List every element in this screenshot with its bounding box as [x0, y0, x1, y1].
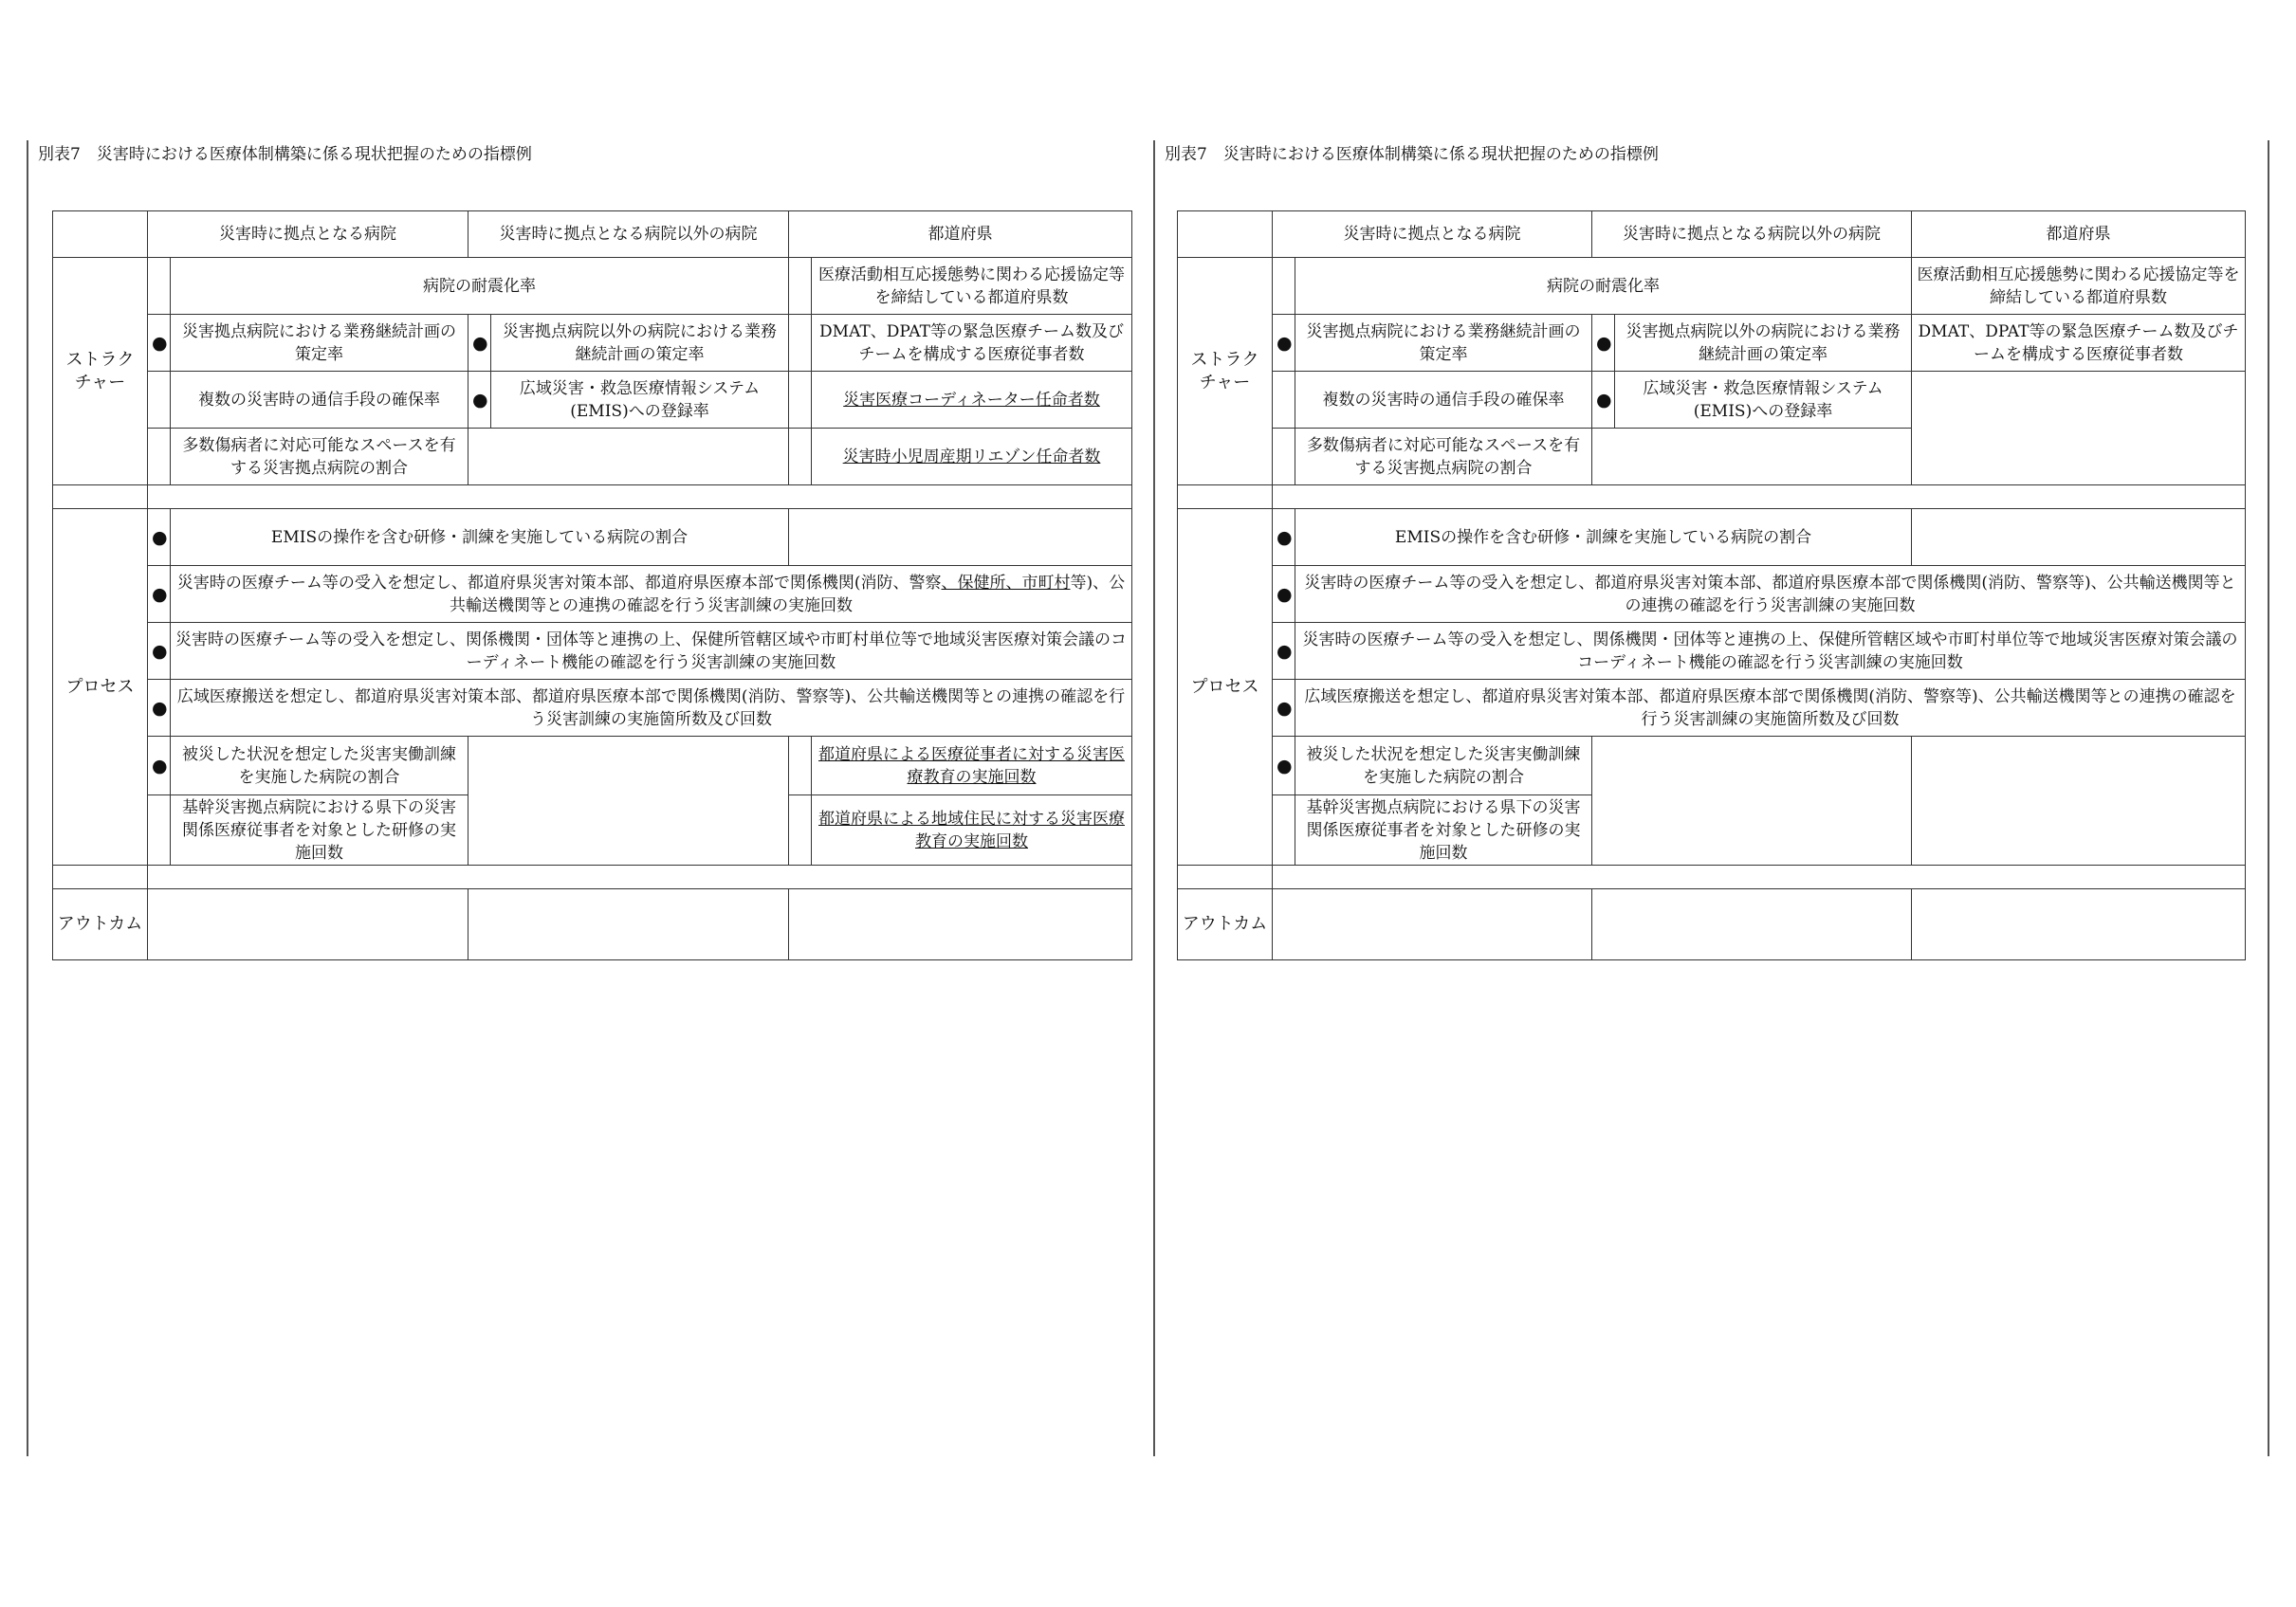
- bullet-cell: [789, 795, 812, 866]
- bullet-cell: [789, 372, 812, 429]
- bullet-cell: [148, 429, 171, 485]
- table-row: [1178, 623, 2246, 680]
- category-outcome: アウトカム: [53, 889, 148, 960]
- indicator-dmat: DMAT、DPAT等の緊急医療チーム数及びチームを構成する医療従事者数: [812, 315, 1132, 372]
- spacer-row: [1178, 866, 2246, 889]
- empty-cell: [1178, 485, 1273, 509]
- header-other-hospital: 災害時に拠点となる病院以外の病院: [1592, 211, 1912, 258]
- indicator-drill-b: 災害時の医療チーム等の受入を想定し、関係機関・団体等と連携の上、保健所管轄区域や市町村単位等で地域災害医療対策会議のコーディネート機能の確認を行う災害訓練の実施回数: [171, 623, 1132, 680]
- bullet-icon: ●: [1273, 623, 1295, 680]
- spacer-row: [1178, 485, 2246, 509]
- empty-cell: [1912, 509, 2246, 566]
- table-row: [53, 680, 1132, 737]
- indicator-bcp-other: 災害拠点病院以外の病院における業務継続計画の策定率: [1615, 315, 1912, 372]
- indicator-pref-staff-education: 都道府県による医療従事者に対する災害医療教育の実施回数: [812, 737, 1132, 795]
- indicator-drill-c: 広域医療搬送を想定し、都道府県災害対策本部、都道府県医療本部で関係機関(消防、警察等)、公共輸送機関等との連携の確認を行う災害訓練の実施箇所数及び回数: [171, 680, 1132, 737]
- category-process: プロセス: [53, 509, 148, 866]
- table-row: [1178, 258, 2246, 315]
- category-structure: ストラク チャー: [53, 258, 148, 485]
- table-row: [1178, 889, 2246, 960]
- bullet-icon: ●: [148, 680, 171, 737]
- bullet-icon: ●: [1592, 372, 1615, 429]
- indicator-liaison: 災害時小児周産期リエゾン任命者数: [812, 429, 1132, 485]
- category-process: プロセス: [1178, 509, 1273, 866]
- bullet-cell: [1273, 795, 1295, 866]
- header-base-hospital: 災害時に拠点となる病院: [148, 211, 468, 258]
- table-row: [1178, 737, 2246, 795]
- empty-cell: [1273, 485, 2246, 509]
- drill-a-text: 災害時の医療チーム等の受入を想定し、都道府県災害対策本部、都道府県医療本部で関係機関(消防、警察: [176, 573, 942, 593]
- indicator-drill-b: 災害時の医療チーム等の受入を想定し、関係機関・団体等と連携の上、保健所管轄区域や市町村単位等で地域災害医療対策会議のコーディネート機能の確認を行う災害訓練の実施回数: [1295, 623, 2246, 680]
- empty-cell: [468, 737, 789, 866]
- indicator-table-left: [52, 210, 1132, 960]
- indicator-core-training: 基幹災害拠点病院における県下の災害関係医療従事者を対象とした研修の実施回数: [171, 795, 468, 866]
- indicator-drill-c: 広域医療搬送を想定し、都道府県災害対策本部、都道府県医療本部で関係機関(消防、警察等)、公共輸送機関等との連携の確認を行う災害訓練の実施箇所数及び回数: [1295, 680, 2246, 737]
- empty-cell: [1178, 866, 1273, 889]
- table-row: [53, 737, 1132, 795]
- category-outcome: アウトカム: [1178, 889, 1273, 960]
- table-row: [1178, 566, 2246, 623]
- empty-cell: [1273, 889, 1592, 960]
- empty-cell: [1912, 737, 2246, 866]
- drill-a-underlined: 、保健所、市町村: [941, 573, 1071, 593]
- indicator-emis-training: EMISの操作を含む研修・訓練を実施している病院の割合: [1295, 509, 1912, 566]
- bullet-icon: ●: [468, 372, 491, 429]
- empty-cell: [148, 889, 468, 960]
- header-prefecture: 都道府県: [1912, 211, 2246, 258]
- indicator-bcp-base: 災害拠点病院における業務継続計画の策定率: [1295, 315, 1592, 372]
- left-margin-line: [27, 140, 28, 1456]
- bullet-cell: [1273, 429, 1295, 485]
- empty-cell: [148, 485, 1132, 509]
- empty-cell: [1592, 889, 1912, 960]
- table-row: [1178, 372, 2246, 429]
- indicator-coordinator: 災害医療コーディネーター任命者数: [812, 372, 1132, 429]
- table-row: [53, 258, 1132, 315]
- bullet-icon: ●: [148, 737, 171, 795]
- bullet-icon: ●: [148, 315, 171, 372]
- page-title-right: 別表7 災害時における医療体制構築に係る現状把握のための指標例: [1165, 145, 1659, 164]
- table-row: [53, 509, 1132, 566]
- header-row: [1178, 211, 2246, 258]
- bullet-cell: [789, 258, 812, 315]
- header-base-hospital: 災害時に拠点となる病院: [1273, 211, 1592, 258]
- indicator-bcp-base: 災害拠点病院における業務継続計画の策定率: [171, 315, 468, 372]
- indicator-actual-drill: 被災した状況を想定した災害実働訓練を実施した病院の割合: [1295, 737, 1592, 795]
- spacer-row: [53, 485, 1132, 509]
- table-row: [53, 315, 1132, 372]
- indicator-mutual-aid: 医療活動相互応援態勢に関わる応援協定等を締結している都道府県数: [1912, 258, 2246, 315]
- bullet-cell: [1273, 258, 1295, 315]
- indicator-seismic-rate: 病院の耐震化率: [171, 258, 789, 315]
- table-row: [53, 372, 1132, 429]
- empty-cell: [1912, 372, 2246, 485]
- page-title-left: 別表7 災害時における医療体制構築に係る現状把握のための指標例: [38, 145, 532, 164]
- indicator-emis-training: EMISの操作を含む研修・訓練を実施している病院の割合: [171, 509, 789, 566]
- indicator-pref-resident-education: 都道府県による地域住民に対する災害医療教育の実施回数: [812, 795, 1132, 866]
- bullet-icon: ●: [468, 315, 491, 372]
- bullet-icon: ●: [148, 509, 171, 566]
- bullet-icon: ●: [1273, 737, 1295, 795]
- header-corner: [53, 211, 148, 258]
- bullet-cell: [148, 795, 171, 866]
- table-row: [1178, 315, 2246, 372]
- category-structure: ストラク チャー: [1178, 258, 1273, 485]
- drill-a-text-end: 等)、公共輸送機関等との連携の確認を行う災害訓練の実施回数: [450, 573, 1126, 615]
- bullet-icon: ●: [1273, 509, 1295, 566]
- bullet-cell: [148, 258, 171, 315]
- empty-cell: [148, 866, 1132, 889]
- indicator-seismic-rate: 病院の耐震化率: [1295, 258, 1912, 315]
- indicator-emis-registration: 広域災害・救急医療情報システム(EMIS)への登録率: [491, 372, 789, 429]
- indicator-space: 多数傷病者に対応可能なスペースを有する災害拠点病院の割合: [1295, 429, 1592, 485]
- empty-cell: [53, 866, 148, 889]
- bullet-icon: ●: [1273, 315, 1295, 372]
- bullet-icon: ●: [1273, 566, 1295, 623]
- bullet-cell: [789, 315, 812, 372]
- table-row: [53, 889, 1132, 960]
- bullet-icon: ●: [1592, 315, 1615, 372]
- right-margin-line: [2268, 140, 2269, 1456]
- indicator-drill-a: 災害時の医療チーム等の受入を想定し、都道府県災害対策本部、都道府県医療本部で関係機関(消防、警察等)、公共輸送機関等との連携の確認を行う災害訓練の実施回数: [1295, 566, 2246, 623]
- center-divider-line: [1153, 140, 1155, 1456]
- indicator-mutual-aid: 医療活動相互応援態勢に関わる応援協定等を締結している都道府県数: [812, 258, 1132, 315]
- bullet-icon: ●: [148, 623, 171, 680]
- indicator-bcp-other: 災害拠点病院以外の病院における業務継続計画の策定率: [491, 315, 789, 372]
- empty-cell: [1592, 429, 1912, 485]
- spacer-row: [53, 866, 1132, 889]
- empty-cell: [1592, 737, 1912, 866]
- indicator-space: 多数傷病者に対応可能なスペースを有する災害拠点病院の割合: [171, 429, 468, 485]
- indicator-table-right: [1177, 210, 2246, 960]
- header-prefecture: 都道府県: [789, 211, 1132, 258]
- indicator-drill-a: [171, 566, 1132, 623]
- header-row: [53, 211, 1132, 258]
- indicator-actual-drill: 被災した状況を想定した災害実働訓練を実施した病院の割合: [171, 737, 468, 795]
- bullet-cell: [148, 372, 171, 429]
- table-row: [1178, 509, 2246, 566]
- bullet-cell: [1273, 372, 1295, 429]
- bullet-icon: ●: [148, 566, 171, 623]
- table-row: [53, 429, 1132, 485]
- empty-cell: [789, 889, 1132, 960]
- header-other-hospital: 災害時に拠点となる病院以外の病院: [468, 211, 789, 258]
- table-row: [53, 566, 1132, 623]
- bullet-cell: [789, 429, 812, 485]
- header-corner: [1178, 211, 1273, 258]
- empty-cell: [1273, 866, 2246, 889]
- empty-cell: [53, 485, 148, 509]
- empty-cell: [468, 429, 789, 485]
- indicator-comm: 複数の災害時の通信手段の確保率: [1295, 372, 1592, 429]
- empty-cell: [789, 509, 1132, 566]
- indicator-dmat: DMAT、DPAT等の緊急医療チーム数及びチームを構成する医療従事者数: [1912, 315, 2246, 372]
- bullet-icon: ●: [1273, 680, 1295, 737]
- table-row: [53, 623, 1132, 680]
- bullet-cell: [789, 737, 812, 795]
- empty-cell: [468, 889, 789, 960]
- indicator-core-training: 基幹災害拠点病院における県下の災害関係医療従事者を対象とした研修の実施回数: [1295, 795, 1592, 866]
- table-row: [1178, 680, 2246, 737]
- indicator-comm: 複数の災害時の通信手段の確保率: [171, 372, 468, 429]
- empty-cell: [1912, 889, 2246, 960]
- indicator-emis-registration: 広域災害・救急医療情報システム(EMIS)への登録率: [1615, 372, 1912, 429]
